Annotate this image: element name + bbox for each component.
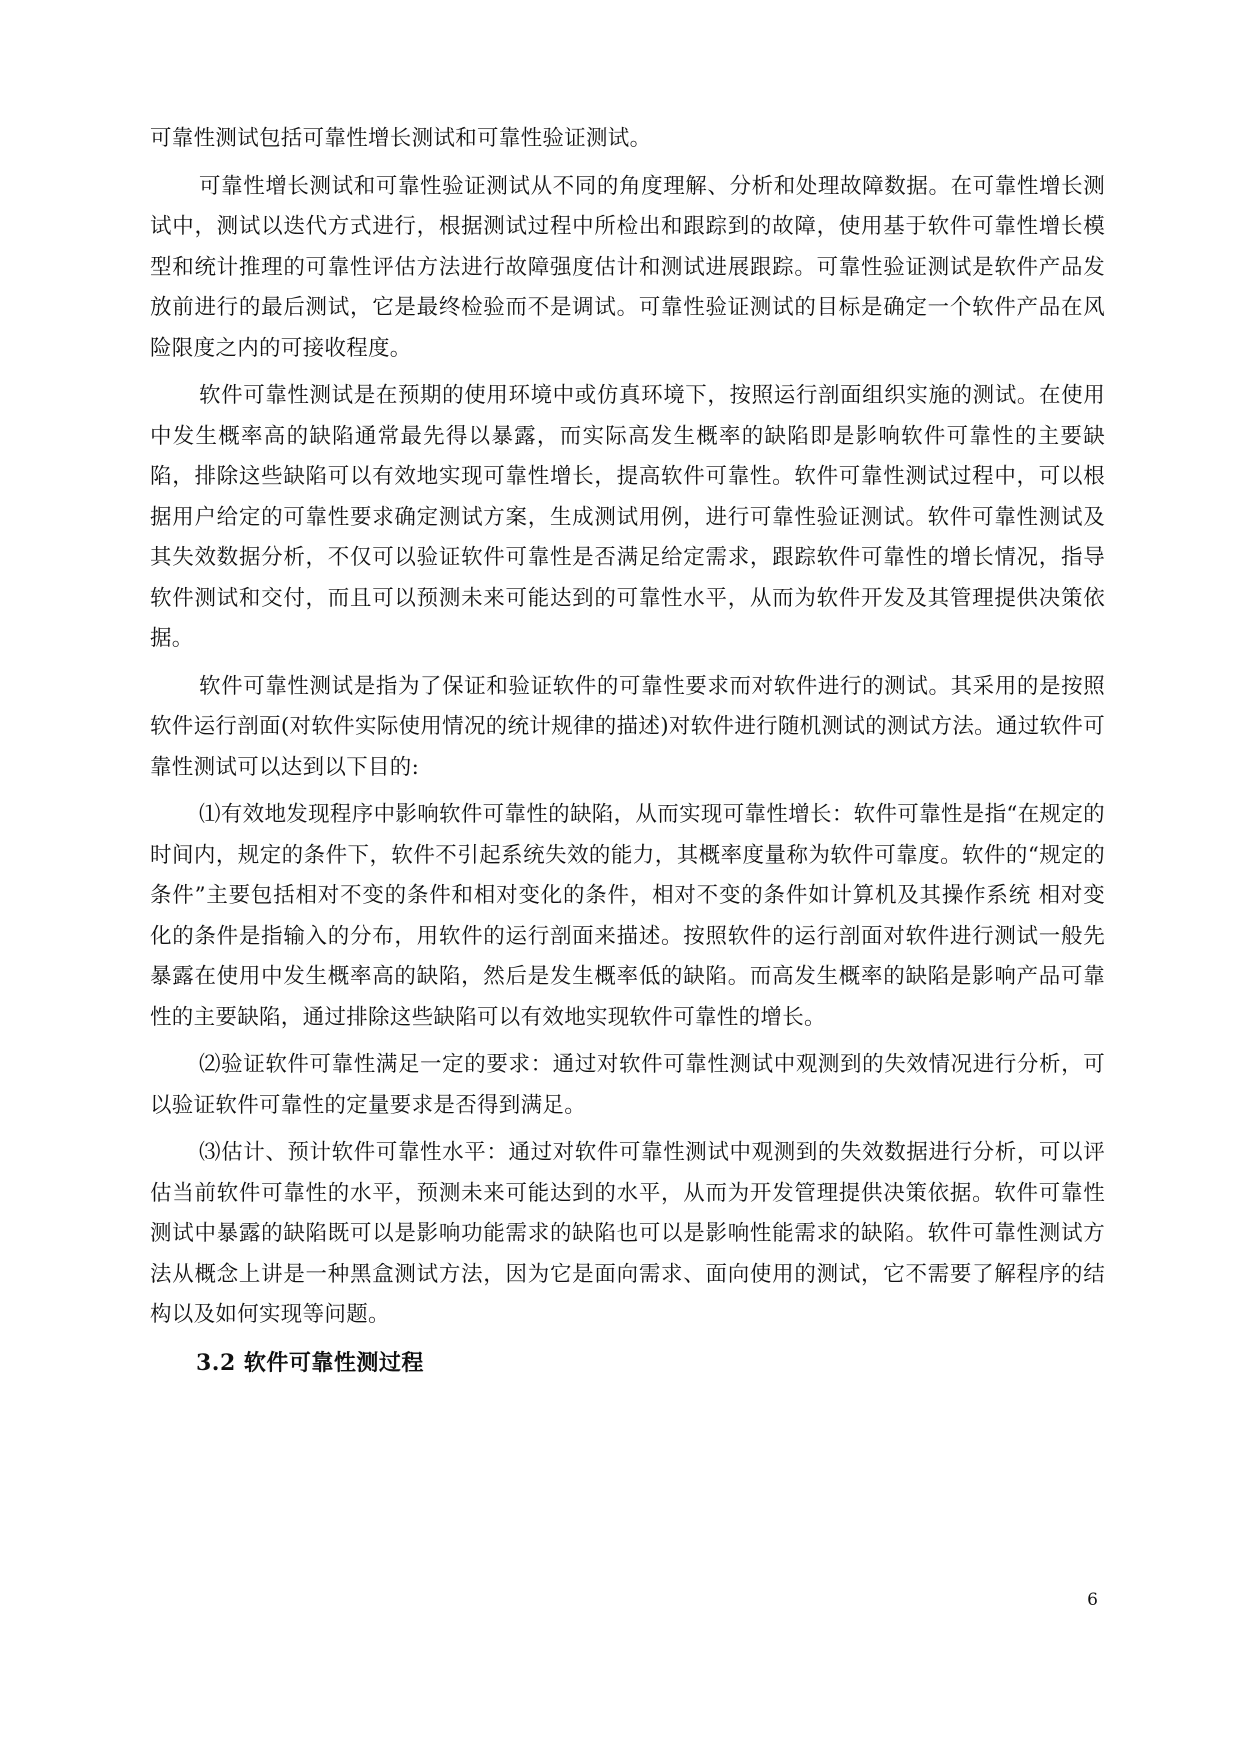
body-text bbox=[150, 119, 1105, 1383]
paragraph-7-list-item-3: ⑶估计、预计软件可靠性水平：通过对软件可靠性测试中观测到的失效数据进行分析，可以评估当前软件可靠性的水平，预测未来可能达到的水平，从而为开发管理提供决策依据。软件可靠性测试中暴露的缺陷既可以是影响功能需求的缺陷也可以是影响性能需求的缺陷。软件可靠性测试方法从概念上讲是一种黑盒测试方法，因为它是面向需求、面向使用的测试，它不需要了解程序的结构以及如何实现等问题。 bbox=[150, 1140, 1105, 1327]
paragraph-5-list-item-1: ⑴有效地发现程序中影响软件可靠性的缺陷，从而实现可靠性增长：软件可靠性是指“在规定的时间内，规定的条件下，软件不引起系统失效的能力，其概率度量称为软件可靠度。软件的“规定的条件”主要包括相对不变的条件和相对变化的条件，相对不变的条件如计算机及其操作系统 相对变化的条件是指输入的分布，用软件的运行剖面来描述。按照软件的运行剖面对软件进行测试一般先暴露在使用中发生概率高的缺陷，然后是发生概率低的缺陷。而高发生概率的缺陷是影响产品可靠性的主要缺陷，通过排除这些缺陷可以有效地实现软件可靠性的增长。 bbox=[150, 802, 1105, 1030]
paragraph-6-list-item-2: ⑵验证软件可靠性满足一定的要求：通过对软件可靠性测试中观测到的失效情况进行分析，可以验证软件可靠性的定量要求是否得到满足。 bbox=[150, 1052, 1105, 1118]
section-heading: 3.2 软件可靠性测过程 bbox=[196, 1349, 424, 1376]
paragraph-1: 可靠性测试包括可靠性增长测试和可靠性验证测试。 bbox=[150, 126, 652, 151]
paragraph-2: 可靠性增长测试和可靠性验证测试从不同的角度理解、分析和处理故障数据。在可靠性增长测试中，测试以迭代方式进行，根据测试过程中所检出和跟踪到的故障，使用基于软件可靠性增长模型和统计推理的可靠性评估方法进行故障强度估计和测试进展跟踪。可靠性验证测试是软件产品发放前进行的最后测试，它是最终检验而不是调试。可靠性验证测试的目标是确定一个软件产品在风险限度之内的可接收程度。 bbox=[150, 173, 1105, 361]
page-number: 6 bbox=[1087, 1590, 1098, 1610]
paragraph-4: 软件可靠性测试是指为了保证和验证软件的可靠性要求而对软件进行的测试。其采用的是按照软件运行剖面(对软件实际使用情况的统计规律的描述)对软件进行随机测试的测试方法。通过软件可靠性测试可以达到以下目的: bbox=[150, 673, 1105, 780]
paragraph-3: 软件可靠性测试是在预期的使用环境中或仿真环境下，按照运行剖面组织实施的测试。在使用中发生概率高的缺陷通常最先得以暴露，而实际高发生概率的缺陷即是影响软件可靠性的主要缺陷，排除这些缺陷可以有效地实现可靠性增长，提高软件可靠性。软件可靠性测试过程中，可以根据用户给定的可靠性要求确定测试方案，生成测试用例，进行可靠性验证测试。软件可靠性测试及其失效数据分析，不仅可以验证软件可靠性是否满足给定需求，跟踪软件可靠性的增长情况，指导软件测试和交付，而且可以预测未来可能达到的可靠性水平，从而为软件开发及其管理提供决策依据。 bbox=[150, 383, 1105, 651]
